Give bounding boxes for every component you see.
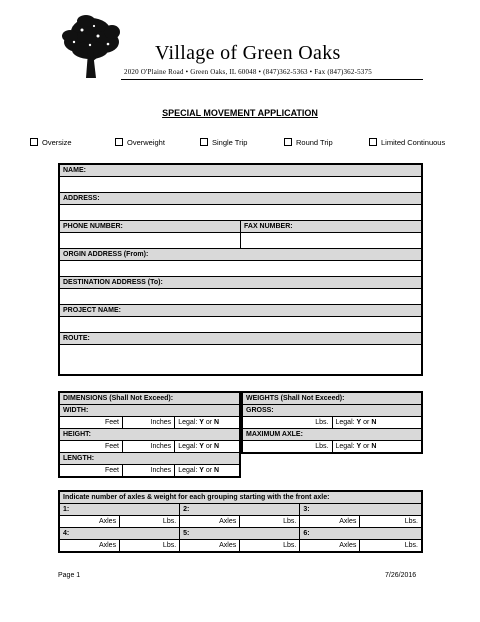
axle-group-2-axles-field[interactable]: Axles [180, 516, 240, 528]
axle-group-2-lbs-field[interactable]: Lbs. [240, 516, 300, 528]
dimensions-table [58, 391, 241, 478]
width-label: WIDTH: [60, 405, 240, 417]
origin-label: ORGIN ADDRESS (From): [60, 249, 422, 261]
project-label: PROJECT NAME: [60, 305, 422, 317]
checkbox-icon[interactable] [200, 138, 208, 146]
axle-group-6-axles-field[interactable]: Axles [300, 540, 360, 552]
option-overweight[interactable]: Overweight [115, 138, 165, 147]
gross-legal-field[interactable]: Legal: Y or N [332, 417, 422, 429]
option-oversize[interactable]: Oversize [30, 138, 72, 147]
dimensions-heading: DIMENSIONS (Shall Not Exceed): [60, 393, 240, 405]
length-feet-field[interactable]: Feet [60, 465, 123, 477]
axle-group-5-axles-field[interactable]: Axles [180, 540, 240, 552]
width-inches-field[interactable]: Inches [123, 417, 175, 429]
height-feet-field[interactable]: Feet [60, 441, 123, 453]
axle-group-4-label: 4: [60, 528, 180, 540]
width-legal-field[interactable]: Legal: Y or N [175, 417, 240, 429]
axles-table [58, 490, 423, 553]
max-axle-legal-field[interactable]: Legal: Y or N [332, 441, 422, 453]
option-round-trip[interactable]: Round Trip [284, 138, 333, 147]
address-field[interactable] [60, 205, 422, 221]
length-inches-field[interactable]: Inches [123, 465, 175, 477]
fax-field[interactable] [241, 233, 422, 249]
option-limited-continuous[interactable]: Limited Continuous [369, 138, 445, 147]
axle-group-6-label: 6: [300, 528, 422, 540]
phone-field[interactable] [60, 233, 241, 249]
checkbox-icon[interactable] [115, 138, 123, 146]
axle-group-6-lbs-field[interactable]: Lbs. [360, 540, 422, 552]
weights-table [241, 391, 423, 454]
village-address: 2020 O'Plaine Road • Green Oaks, IL 60048 • (847)362-5363 • Fax (847)362-5375 [124, 68, 372, 76]
fax-label: FAX NUMBER: [241, 221, 422, 233]
width-feet-field[interactable]: Feet [60, 417, 123, 429]
axle-group-5-lbs-field[interactable]: Lbs. [240, 540, 300, 552]
max-axle-label: MAXIMUM AXLE: [243, 429, 422, 441]
route-field[interactable] [60, 345, 422, 375]
oak-tree-logo-icon [60, 12, 122, 80]
axle-group-4-lbs-field[interactable]: Lbs. [120, 540, 180, 552]
axle-group-3-label: 3: [300, 504, 422, 516]
gross-lbs-field[interactable]: Lbs. [243, 417, 333, 429]
height-inches-field[interactable]: Inches [123, 441, 175, 453]
name-label: NAME: [60, 165, 422, 177]
axle-group-1-axles-field[interactable]: Axles [60, 516, 120, 528]
checkbox-icon[interactable] [369, 138, 377, 146]
destination-label: DESTINATION ADDRESS (To): [60, 277, 422, 289]
applicant-form [58, 163, 423, 376]
document-date: 7/26/2016 [385, 572, 417, 579]
axle-group-3-axles-field[interactable]: Axles [300, 516, 360, 528]
checkbox-icon[interactable] [284, 138, 292, 146]
max-axle-lbs-field[interactable]: Lbs. [243, 441, 333, 453]
axles-heading: Indicate number of axles & weight for each grouping starting with the front axle: [60, 492, 422, 504]
height-legal-field[interactable]: Legal: Y or N [175, 441, 240, 453]
gross-label: GROSS: [243, 405, 422, 417]
destination-field[interactable] [60, 289, 422, 305]
axle-group-1-lbs-field[interactable]: Lbs. [120, 516, 180, 528]
axle-group-5-label: 5: [180, 528, 300, 540]
phone-label: PHONE NUMBER: [60, 221, 241, 233]
weights-heading: WEIGHTS (Shall Not Exceed): [243, 393, 422, 405]
length-label: LENGTH: [60, 453, 240, 465]
axle-group-4-axles-field[interactable]: Axles [60, 540, 120, 552]
page-number: Page 1 [58, 572, 81, 579]
checkbox-icon[interactable] [30, 138, 38, 146]
route-label: ROUTE: [60, 333, 422, 345]
header-rule [121, 79, 423, 80]
village-name: Village of Green Oaks [155, 42, 341, 64]
axle-group-2-label: 2: [180, 504, 300, 516]
origin-field[interactable] [60, 261, 422, 277]
axle-group-3-lbs-field[interactable]: Lbs. [360, 516, 422, 528]
name-field[interactable] [60, 177, 422, 193]
axle-group-1-label: 1: [60, 504, 180, 516]
height-label: HEIGHT: [60, 429, 240, 441]
project-field[interactable] [60, 317, 422, 333]
option-single-trip[interactable]: Single Trip [200, 138, 247, 147]
length-legal-field[interactable]: Legal: Y or N [175, 465, 240, 477]
address-label: ADDRESS: [60, 193, 422, 205]
document-title: SPECIAL MOVEMENT APPLICATION [162, 108, 318, 118]
